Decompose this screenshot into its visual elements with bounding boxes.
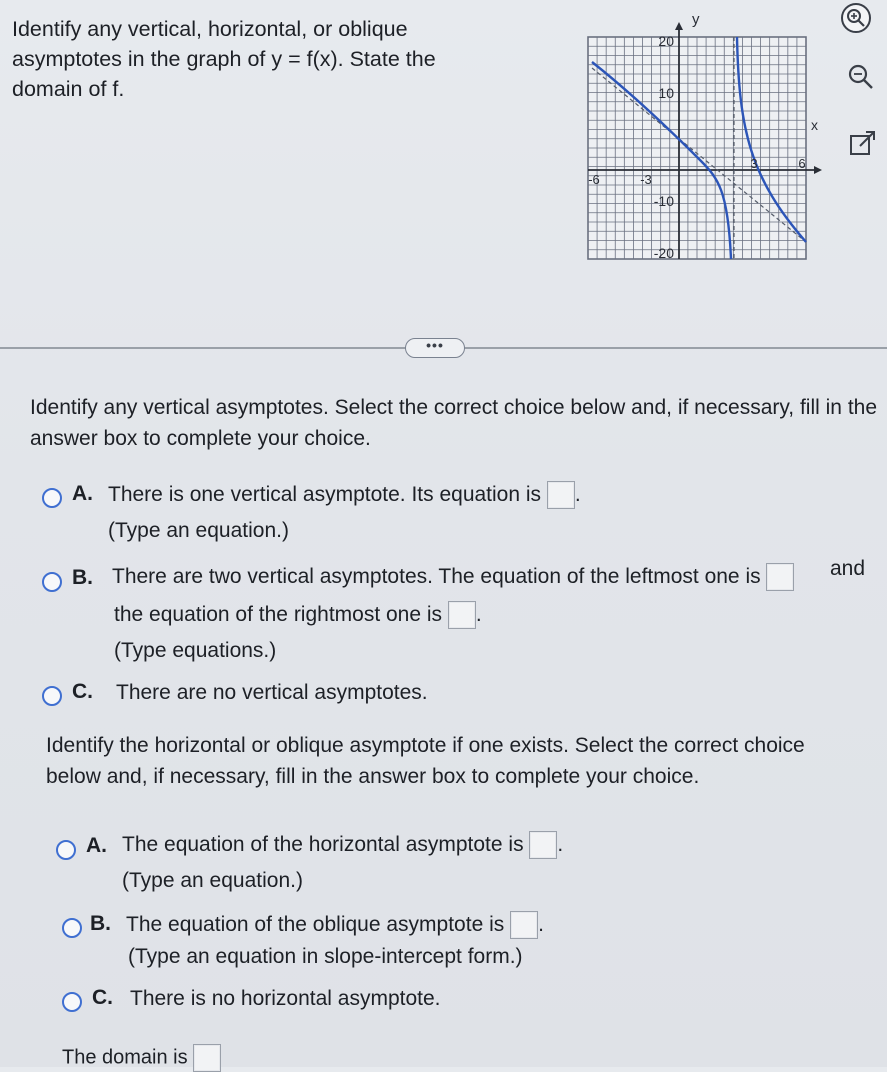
function-graph: [570, 10, 830, 280]
vertical-option-b-line2: the equation of the rightmost one is .: [114, 600, 482, 630]
horizontal-option-c-text: There is no horizontal asymptote.: [130, 987, 441, 1010]
x-tick-3: 3: [750, 156, 758, 171]
zoom-out-icon[interactable]: [844, 60, 878, 94]
horizontal-option-a: The equation of the horizontal asymptote is .: [122, 830, 563, 860]
y-axis-arrow: [675, 22, 683, 30]
vertical-option-a-text: There is one vertical asymptote. Its equation is: [108, 483, 542, 506]
y-tick-10: 10: [658, 85, 674, 101]
vertical-a-answer-box[interactable]: [547, 481, 575, 509]
horizontal-option-b-text: The equation of the oblique asymptote is: [126, 913, 505, 936]
vertical-option-b-text: There are two vertical asymptotes. The equation of the leftmost one is: [112, 565, 761, 588]
horizontal-option-a-letter: A.: [86, 834, 107, 857]
horizontal-option-a-hint: (Type an equation.): [122, 869, 303, 892]
x-tick-neg3: -3: [640, 172, 652, 187]
horizontal-question: Identify the horizontal or oblique asymptote if one exists. Select the correct choice below and, if necessary, fill in the answer box to complete your choice.: [46, 734, 805, 788]
vertical-option-a-hint: (Type an equation.): [108, 519, 289, 542]
zoom-in-icon[interactable]: [840, 2, 874, 36]
horizontal-option-b-radio[interactable]: [62, 918, 82, 938]
horizontal-option-a-text: The equation of the horizontal asymptote is: [122, 833, 524, 856]
domain-label: The domain is: [62, 1046, 188, 1069]
vertical-option-a-radio[interactable]: [42, 488, 62, 508]
horizontal-option-c-radio[interactable]: [62, 992, 82, 1012]
vertical-option-a: There is one vertical asymptote. Its equation is .: [108, 480, 581, 510]
horizontal-option-b-letter: B.: [90, 912, 111, 935]
x-tick-neg6: -6: [588, 172, 600, 187]
y-tick-20: 20: [658, 33, 674, 49]
vertical-b-right-answer-box[interactable]: [448, 601, 476, 629]
more-button[interactable]: •••: [405, 338, 465, 358]
x-axis-arrow: [814, 166, 822, 174]
x-tick-6: 6: [798, 156, 806, 171]
domain-answer-box[interactable]: [193, 1044, 221, 1072]
vertical-option-c-radio[interactable]: [42, 686, 62, 706]
problem-prompt: Identify any vertical, horizontal, or oblique asymptotes in the graph of y = f(x). State the domain of f.: [12, 17, 436, 101]
vertical-option-b-letter: B.: [72, 566, 93, 589]
horizontal-option-b: The equation of the oblique asymptote is .: [126, 910, 544, 940]
horizontal-option-a-radio[interactable]: [56, 840, 76, 860]
vertical-option-b-and: and: [830, 557, 866, 580]
horizontal-b-answer-box[interactable]: [510, 911, 538, 939]
popout-icon[interactable]: [846, 128, 880, 162]
graph-svg: [570, 10, 830, 280]
vertical-option-c-text: There are no vertical asymptotes.: [116, 681, 428, 704]
vertical-option-b-hint: (Type equations.): [114, 639, 277, 662]
y-tick-neg10: -10: [653, 193, 674, 209]
domain-row: [62, 1044, 221, 1072]
vertical-option-b-text2: the equation of the rightmost one is: [114, 603, 443, 626]
horizontal-option-c-letter: C.: [92, 986, 113, 1009]
vertical-question: Identify any vertical asymptotes. Select the correct choice below and, if necessary, fill in the answer box to complete your choice.: [30, 396, 878, 450]
x-axis-label: x: [811, 117, 818, 133]
horizontal-option-b-hint: (Type an equation in slope-intercept form.): [128, 945, 523, 968]
vertical-option-b: [112, 562, 794, 592]
vertical-option-b-radio[interactable]: [42, 572, 62, 592]
vertical-option-c-letter: C.: [72, 680, 93, 703]
y-tick-neg20: -20: [653, 245, 674, 261]
vertical-b-left-answer-box[interactable]: [766, 563, 794, 591]
y-axis-label: y: [692, 11, 700, 28]
horizontal-a-answer-box[interactable]: [529, 831, 557, 859]
vertical-option-a-letter: A.: [72, 482, 93, 505]
